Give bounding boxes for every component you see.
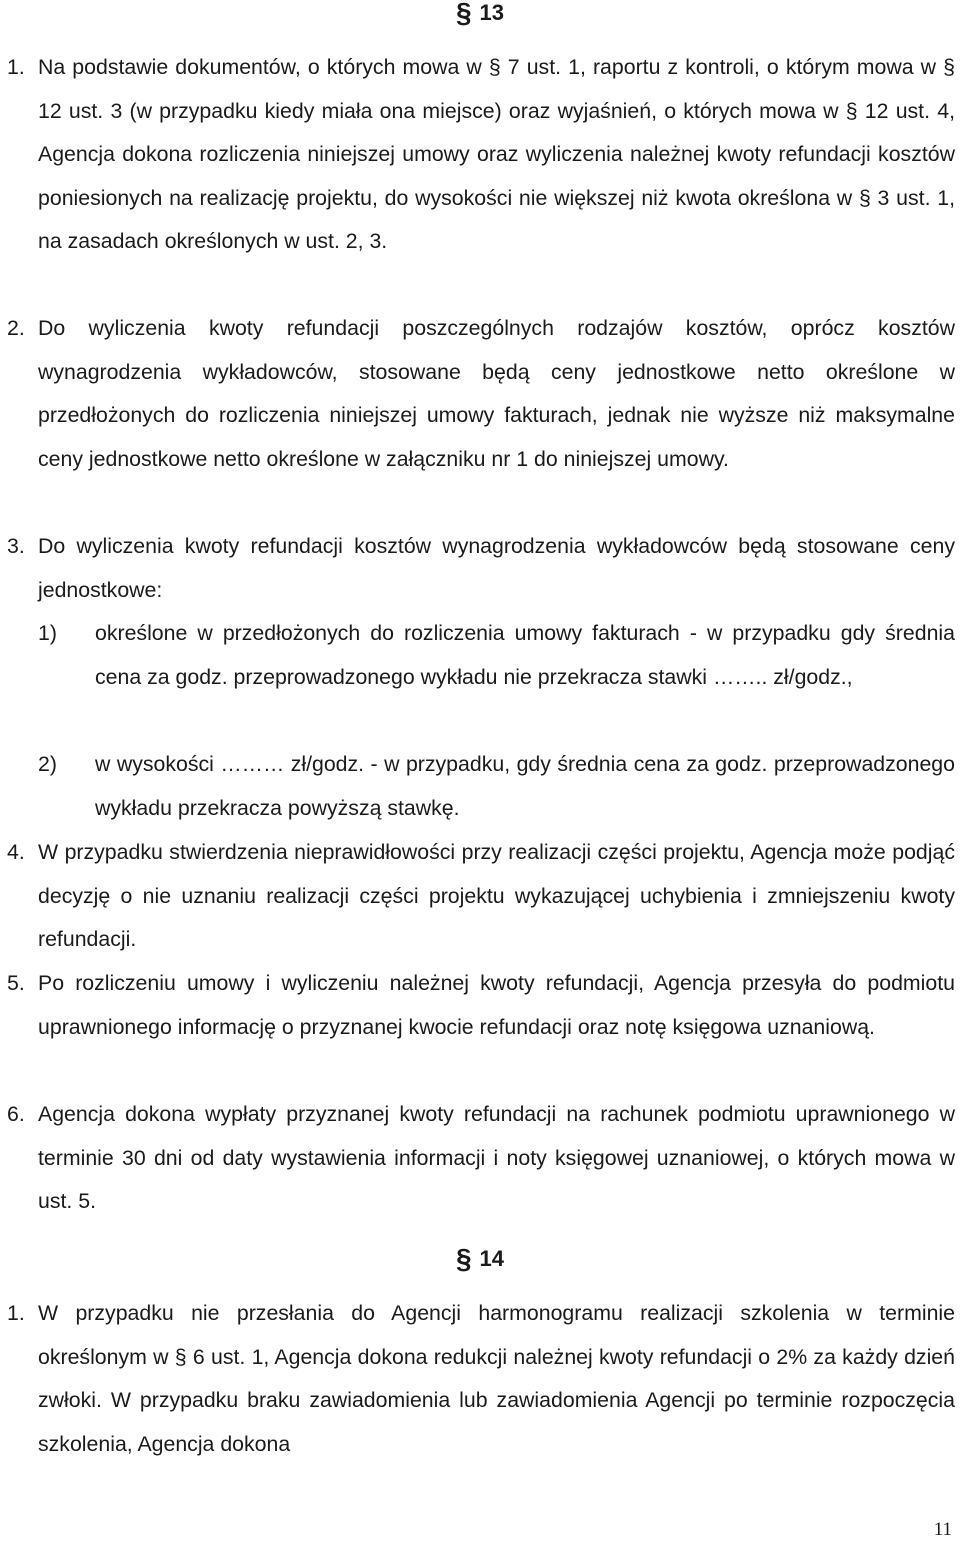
list-item-number: 2) — [38, 752, 57, 776]
list-item-text: określone w przedłożonych do rozliczenia umowy fakturach - w przypadku gdy średnia cena za godz. przeprowadzonego wykładu nie przekracza stawki …….. zł/godz., — [95, 621, 955, 689]
paragraph-14-1 — [7, 1292, 955, 1466]
paragraph-text: Agencja dokona wypłaty przyznanej kwoty refundacji na rachunek podmiotu uprawnionego w terminie 30 dni od daty wystawienia informacji i noty księgowej uznaniowej, o których mowa w ust. 5. — [38, 1102, 955, 1214]
paragraph-number: 6. — [7, 1102, 25, 1126]
paragraph-text: W przypadku nie przesłania do Agencji harmonogramu realizacji szkolenia w terminie określonym w § 6 ust. 1, Agencja dokona redukcji należnej kwoty refundacji o 2% za każdy dzień zwłoki. W przypadku braku zawiadomienia lub zawiadomienia Agencji po terminie rozpoczęcia szkolenia, Agencja dokona — [38, 1301, 955, 1456]
paragraph-number: 4. — [7, 840, 25, 864]
paragraph-text: W przypadku stwierdzenia nieprawidłowości przy realizacji części projektu, Agencja może podjąć decyzję o nie uznaniu realizacji części projektu wykazującej uchybienia i zmniejszeniu kwoty refundacji. — [38, 840, 955, 952]
paragraph-text: Na podstawie dokumentów, o których mowa w § 7 ust. 1, raportu z kontroli, o którym mowa w § 12 ust. 3 (w przypadku kiedy miała ona miejsce) oraz wyjaśnień, o których mowa w § 12 ust. 4, Agencja dokona rozliczenia niniejszej umowy oraz wyliczenia należnej kwoty refundacji kosztów poniesionych na realizację projektu, do wysokości nie większej niż kwota określona w § 3 ust. 1, na zasadach określonych w ust. 2, 3. — [38, 55, 955, 254]
paragraph-number: 1. — [7, 55, 25, 79]
paragraph-13-2 — [7, 307, 955, 481]
paragraph-text: Do wyliczenia kwoty refundacji poszczególnych rodzajów kosztów, oprócz kosztów wynagrodzenia wykładowców, stosowane będą ceny jednostkowe netto określone w przedłożonych do rozliczenia niniejszej umowy fakturach, jednak nie wyższe niż maksymalne ceny jednostkowe netto określone w załączniku nr 1 do niniejszej umowy. — [38, 316, 955, 471]
section-number: 13 — [479, 0, 505, 25]
paragraph-number: 3. — [7, 534, 25, 558]
paragraph-number: 1. — [7, 1301, 25, 1325]
section-number: 14 — [479, 1246, 505, 1271]
paragraph-13-1 — [7, 46, 955, 264]
paragraph-number: 5. — [7, 971, 25, 995]
section-heading-14 — [0, 1243, 960, 1274]
paragraph-13-6 — [7, 1093, 955, 1224]
page-number: 11 — [933, 1519, 952, 1540]
paragraph-text: Po rozliczeniu umowy i wyliczeniu należnej kwoty refundacji, Agencja przesyła do podmiotu uprawnionego informację o przyznanej kwocie refundacji oraz notę księgowa uznaniową. — [38, 971, 955, 1039]
paragraph-number: 2. — [7, 316, 25, 340]
paragraph-13-3 — [7, 525, 955, 612]
paragraph-13-4 — [7, 831, 955, 962]
section-symbol: § — [455, 1243, 472, 1274]
paragraph-13-5 — [7, 962, 955, 1049]
paragraph-text: Do wyliczenia kwoty refundacji kosztów wynagrodzenia wykładowców będą stosowane ceny jednostkowe: — [38, 534, 955, 602]
section-symbol: § — [455, 0, 472, 28]
section-heading-13 — [0, 0, 960, 26]
list-item-number: 1) — [38, 621, 57, 645]
list-item-13-3-1 — [38, 612, 955, 699]
list-item-13-3-2 — [38, 743, 955, 830]
list-item-text: w wysokości ……… zł/godz. - w przypadku, gdy średnia cena za godz. przeprowadzonego wykładu przekracza powyższą stawkę. — [95, 752, 955, 820]
